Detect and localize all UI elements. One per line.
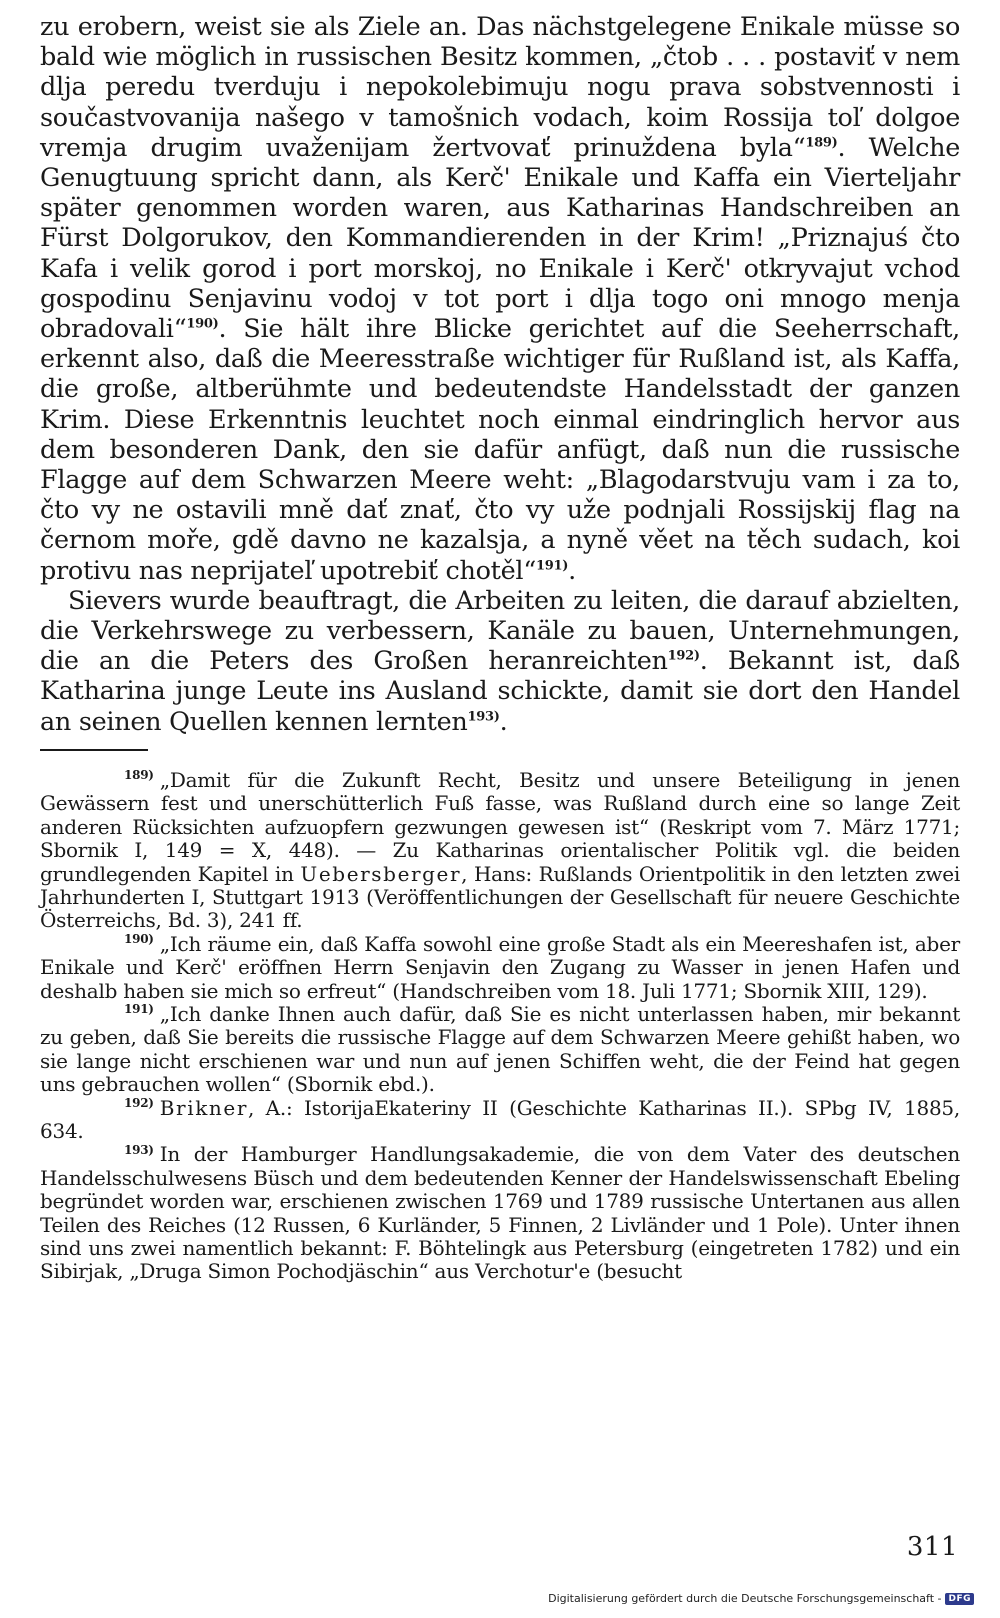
footnotes: [40, 769, 960, 1284]
paragraph-2: Sievers wurde beauftragt, die Arbeiten zu leiten, die darauf abzielten, die Verkehrswege zu verbessern, Kanäle zu bauen, Unternehmungen, die an die Peters des Großen heranreichten$^{192)}$. Bekannt ist, daß Katharina junge Leute ins Ausland schickte, damit sie dort den Handel an seinen Quellen kennen lernten$^{193)}$.: [40, 585, 960, 737]
credit-text: Digitalisierung gefördert durch die Deutsche Forschungsgemeinschaft -: [548, 1592, 942, 1605]
footnote-192: $^{192)}$ Brikner, A.: IstorijaEkateriny II (Geschichte Katharinas II.). SPbg IV, 1885, 634.: [40, 1095, 960, 1143]
footnote-ref-193: 193): [467, 709, 500, 725]
digitization-credit: [548, 1592, 974, 1605]
footnote-191: $^{191)}$ „Ich danke Ihnen auch dafür, daß Sie es nicht unterlassen haben, mir bekannt zu geben, daß Sie bereits die russische Flagge auf dem Schwarzen Meere gehißt haben, wo sie lange nicht erschienen war und nun auf jenen Schiffen weht, die der Feind hat gegen uns gebrauchen wollen“ (Sbornik ebd.).: [40, 1001, 960, 1097]
footnote-ref-190: 190): [186, 316, 219, 332]
footnote-divider: [40, 749, 148, 751]
footnote-ref-191: 191): [535, 558, 569, 574]
page: [40, 12, 960, 1284]
paragraph-1: zu erobern, weist sie als Ziele an. Das nächstgelegene Enikale müsse so bald wie möglich in russischen Besitz kommen, „čtob . . . postaviť v nem dlja peredu tverduju i nepokolebimuju nogu prava sobstvennosti i součastvovanija našego v tamošnich vodach, koim Rossija toľ dolgoe vremja drugim uvaženijam žertvovať prinuždena byla“$^{189)}$. Welche Genugtuung spricht dann, als Kerč' Enikale und Kaffa ein Vierteljahr später genommen worden waren, aus Katharinas Handschreiben an Fürst Dolgorukov, den Kommandierenden in der Krim! „Priznajuś čto Kafa i velik gorod i port morskoj, no Enikale i Kerč' otkryvajut vchod gospodinu Senjavinu vodoj v tot port i dlja togo oni mnogo menja obradovali“$^{190)}$. Sie hält ihre Blicke gerichtet auf die Seeherrschaft, erkennt also, daß die Meeresstraße wichtiger für Rußland ist, als Kaffa, die große, altberühmte und bedeutendste Handelsstadt der ganzen Krim. Diese Erkenntnis leuchtet noch einmal eindringlich hervor aus dem besonderen Dank, den sie dafür anfügt, daß nun die russische Flagge auf dem Schwarzen Meere weht: „Blagodarstvuju vam i za to, čto vy ne ostavili mně dať znať, čto vy uže podnjali Rossijskij flag na černom moře, gdě davno ne kazalsja, a nyně věet na těch sudach, koi protivu nas neprijateľ upotrebiť chotěl“$^{191)}$.: [40, 12, 960, 586]
main-text: [40, 12, 960, 737]
footnote-ref-192: 192): [667, 648, 700, 664]
dfg-logo: DFG: [945, 1593, 974, 1605]
footnote-193: $^{193)}$ In der Hamburger Handlungsakademie, die von dem Vater des deutschen Handelsschulwesens Büsch und dem bedeutenden Kenner der Handelswissenschaft Ebeling begründet worden war, erschienen zwischen 1769 und 1789 russische Untertanen aus allen Teilen des Reiches (12 Russen, 6 Kurländer, 5 Finnen, 2 Livländer und 1 Pole). Unter ihnen sind uns zwei namentlich bekannt: F. Böhtelingk aus Petersburg (eingetreten 1782) und ein Sibirjak, „Druga Simon Pochodjäschin“ aus Verchotur'e (besucht: [40, 1142, 960, 1284]
footnote-189: $^{189)}$ „Damit für die Zukunft Recht, Besitz und unsere Beteiligung in jenen Gewässern fest und unerschütterlich Fuß fasse, was Rußland durch eine so lange Zeit anderen Rücksichten aufzuopfern gezwungen gewesen ist“ (Reskript vom 7. März 1771; Sbornik I, 149 = X, 448). — Zu Katharinas orientalischer Politik vgl. die beiden grundlegenden Kapitel in Uebersberger, Hans: Rußlands Orientpolitik in den letzten zwei Jahrhunderten I, Stuttgart 1913 (Veröffentlichungen der Gesellschaft für neuere Geschichte Österreichs, Bd. 3), 241 ff.: [40, 767, 961, 933]
footnote-190: $^{190)}$ „Ich räume ein, daß Kaffa sowohl eine große Stadt als ein Meereshafen ist, aber Enikale und Kerč' eröffnen Herrn Senjavin den Zugang zu Wasser in jenen Hafen und deshalb haben sie mich so erfreut“ (Handschreiben vom 18. Juli 1771; Sbornik XIII, 129).: [40, 931, 960, 1003]
footnote-ref-189: 189): [805, 135, 838, 151]
page-number: 311: [906, 1532, 958, 1562]
